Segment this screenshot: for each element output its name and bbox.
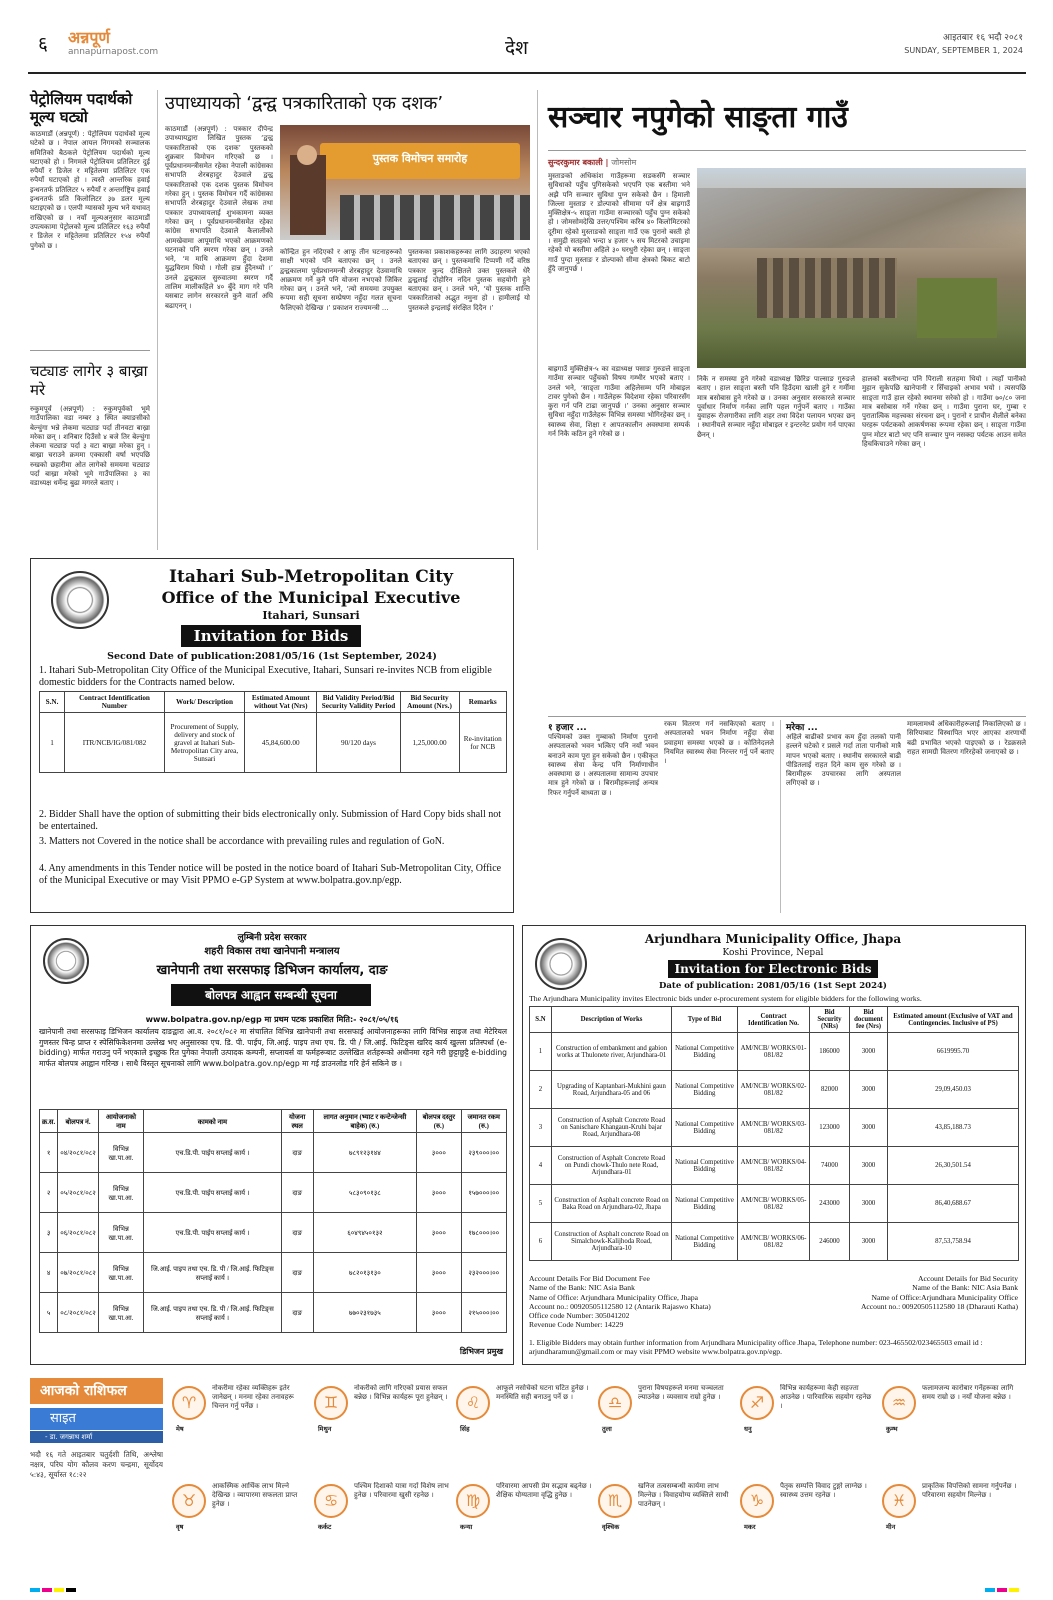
zodiac-8-icon: ♋	[314, 1484, 348, 1518]
dang-cell: ७८२०१३१३०	[313, 1253, 416, 1293]
th-security: Bid Security Amount (Nrs.)	[400, 692, 459, 713]
dang-cell: ३०००	[417, 1253, 461, 1293]
cell-remarks: Re-invitation for NCB	[459, 713, 507, 773]
table-row	[530, 1223, 1019, 1261]
book-launch-photo	[280, 125, 530, 240]
dang-cell: ३०००	[417, 1213, 461, 1253]
dang-th: बोलपत्र दस्तुर (रु.)	[417, 1110, 461, 1133]
arjun-cell: National Competitive Bidding	[672, 1071, 738, 1109]
zodiac-name: तुला	[602, 1425, 612, 1433]
th-sn: S.N.	[40, 692, 65, 713]
th-contract: Contract Identification Number	[65, 692, 165, 713]
sanchar-body3: निकै न समस्या हुने गरेको वडाध्यक्ष छिरिङ पाल्साङ गुरुङले बताए । हाल साङ्ता बस्ती पनि हिउँदमा खाली हुने र गर्मीमा मात्र बसोबास हुने गरेको छ । उनका अनुसार सरकारले सञ्चार पूर्वाधार निर्माण गर्नका लागि पहल गर्नुपर्ने बताए । गाउँका युवाहरू रोजगारीका लागि शहर तथा विदेश पलायन भएका छन् । स्थानीयले सञ्चार नहुँदा मोबाइल र इन्टरनेट प्रयोग गर्न पाएका छैनन् ।	[697, 375, 855, 439]
arjun-cell: 6619995.70	[888, 1033, 1019, 1071]
account-line: Office code Number: 305041202	[529, 1311, 630, 1321]
zodiac-4-icon: ♎	[598, 1386, 632, 1420]
arjun-cell: AM/NCB/ WORKS/06-081/82	[738, 1223, 810, 1261]
arjun-cell: National Competitive Bidding	[672, 1109, 738, 1147]
dang-cell: विभिन्न खा.पा.आ.	[98, 1173, 143, 1213]
dang-cell: १	[40, 1133, 58, 1173]
zodiac-text: नोकरीको लागि गरिएको प्रयास सफल बन्नेछ । विभिन्न कार्यहरू पूरा हुनेछन् ।	[354, 1384, 448, 1401]
arjun-cell: 26,30,501.54	[888, 1147, 1019, 1185]
dang-cell: ३०००	[417, 1133, 461, 1173]
dang-cell: ३	[40, 1213, 58, 1253]
dang-cell: एच.डि.पी. पाईप सप्लाई कार्य ।	[144, 1173, 282, 1213]
arjun-cell: 3000	[850, 1109, 888, 1147]
itahari-table	[39, 691, 507, 773]
arjun-cell: 243000	[810, 1185, 850, 1223]
arjun-sub: Koshi Province, Nepal	[722, 948, 824, 958]
zodiac-3-icon: ♌	[456, 1386, 490, 1420]
arjun-cell: AM/NCB/ WORKS/04-081/82	[738, 1147, 810, 1185]
zodiac-12-icon: ♓	[882, 1484, 916, 1518]
arjun-cell: AM/NCB/ WORKS/01-081/82	[738, 1033, 810, 1071]
itahari-para2: 2. Bidder Shall have the option of submitting their bids electronically only. Submission of Hard Copy bids shall not be entertained.	[39, 809, 502, 832]
account-line: Name of the Bank: NIC Asia Bank	[529, 1283, 635, 1293]
dang-cell: ०७/२०८१/०८२	[58, 1253, 99, 1293]
color-mark	[985, 1588, 995, 1592]
dateline: जोमसोम	[611, 158, 637, 167]
arjun-cell: 1	[530, 1033, 552, 1071]
dang-cell: जि.आई. पाइप तथा एच. डि. पी / जि.आई. फिटिङ्स सप्लाई कार्य ।	[144, 1293, 282, 1333]
astrologer: - डा. जगन्नाथ शर्मा	[30, 1431, 163, 1443]
dang-cell: ०६/२०८१/०८२	[58, 1213, 99, 1253]
arjun-note: 1. Eligible Bidders may obtain further information from Arjundhara Municipality office Jhapa, Telephone number: 023-465502/023465503 email id : arjundharamun@gmail.com or may visit PPMO website www.bolpatra.gov.np/egp.	[529, 1338, 983, 1357]
zodiac-text: आकस्मिक आर्थिक लाभ मिल्ने देखिन्छ । व्यापारमा सफलता प्राप्त हुनेछ ।	[212, 1482, 298, 1508]
dang-cell: ५	[40, 1293, 58, 1333]
table-row	[40, 1213, 507, 1253]
saita-info: भदौ १६ गते आइतबार चतुर्दशी तिथि, अश्लेषा नक्षत्र, परिघ योग कौलव करण चन्द्रमा, सूर्योदय ५:४३, सूर्यास्त १८:२२	[30, 1450, 163, 1479]
itahari-seal	[51, 571, 109, 629]
color-mark	[54, 1588, 64, 1592]
zodiac-name: सिंह	[460, 1425, 470, 1433]
dang-th: लागत अनुमान (भ्याट र कन्टेन्जेन्सी बाहेक) (रु.)	[313, 1110, 416, 1133]
dang-signature: डिभिजन प्रमुख	[459, 1347, 503, 1356]
divider	[30, 350, 150, 351]
dang-cell: ३०००	[417, 1173, 461, 1213]
brand-logo: अन्नपूर्ण	[68, 28, 111, 47]
zodiac-text: नोकरीमा रहेका व्यक्तिहरू इतेर जानेछन् । मनमा रहेका तनावहरू चिन्तन गर्नु पर्नेछ ।	[212, 1384, 294, 1410]
hajar-body: पश्चिमको उक्त गुम्बाको निर्माण पुरानो अस्पतालको भवन भत्किए पनि नयाँ भवन बनाउने काम पूरा हुन सकेको छैन । एकीकृत स्वास्थ्य सेवा केन्द्र पनि निर्माणाधीन अवस्थामा छ । अस्पतालमा सामान्य उपचार मात्र हुने गरेको छ । बिरामीहरूलाई अन्यत्र रिफर गर्नुपर्ने बाध्यता छ ।	[548, 733, 658, 797]
dang-cell: दाङ	[281, 1173, 313, 1213]
dang-pub: www.bolpatra.gov.np/egp मा प्रथम पटक प्रकाशित मिति:- २०८१/०५/१६	[145, 1015, 399, 1024]
arjun-cell: 186000	[810, 1033, 850, 1071]
arjun-th: Bid document fee (Nrs)	[850, 1007, 888, 1033]
header-rule	[28, 72, 1026, 74]
arjun-table	[529, 1006, 1019, 1261]
petrol-body: काठमाडौं (अन्नपूर्ण) : पेट्रोलियम पदार्थको मूल्य घटेको छ । नेपाल आयल निगमको सञ्चालक समितिको बैठकले पेट्रोलियम पदार्थको मूल्य घटाएको हो । निगमले पेट्रोलियम प्रतिलिटर दुई रुपैयाँ र डिजेल र मट्टितेलमा प्रतिलिटर एक रुपैयाँ घटाएको हो । त्यस्तै आन्तरिक हवाई इन्धनतर्फ प्रतिलिटर ५ रुपैयाँ र अन्तर्राष्ट्रिय हवाई इन्धनतर्फ प्रति किलोलिटर ३७ डलर मूल्य घटाइएको छ । एलपी ग्यासको मूल्य भने यथावत् राखिएको छ । नयाँ मूल्यअनुसार काठमाडौं उपत्यकामा पेट्रोलको मूल्य प्रतिलिटर १६३ रुपैयाँ र डिजेल र मट्टितेलमा प्रतिलिटर १५४ रुपैयाँ पुगेको छ ।	[30, 130, 150, 250]
dang-cell: ०५/२०८१/०८२	[58, 1173, 99, 1213]
dang-cell: ५८३०९०१३८	[313, 1173, 416, 1213]
arjun-cell: 5	[530, 1185, 552, 1223]
zodiac-5-icon: ♐	[740, 1386, 774, 1420]
table-row	[530, 1033, 1019, 1071]
dang-th: बोलपत्र नं.	[58, 1110, 99, 1133]
upadhyay-headline: उपाध्यायको ‘द्वन्द्व पत्रकारिताको एक दशक’	[165, 93, 444, 114]
photo-banner-text: पुस्तक विमोचन समारोह	[372, 152, 468, 165]
arjun-cell: Upgrading of Kaptanbari-Mukhini gaun Road, Arjundhara-05 and 06	[552, 1071, 672, 1109]
rashifal-title: आजको राशिफल	[30, 1378, 163, 1404]
arjun-account-left	[529, 1274, 779, 1330]
date-english: SUNDAY, SEPTEMBER 1, 2024	[904, 46, 1023, 55]
upadhyay-col3: पुस्तकका प्रकाशकहरूका लागि उदाहरण भएको बताएका छन् । पुस्तकमाथि टिप्पणी गर्दै वरिष्ठ पत्रकार कुन्द दीक्षितले उक्त पुस्तकले धेरै द्वन्द्वलाई दोहोरिन नदिन पुस्तक सहयोगी हुने बताएका छन् । उनले भने, ‘यो पुस्तक शान्ति पत्रकारिताको अद्भुत नमुना हो । हामीलाई यो पुस्तकले इन्द्रलाई संरक्षित दिदैन ।’	[408, 248, 530, 312]
th-remarks: Remarks	[459, 692, 507, 713]
cell-work: Procurement of Supply, delivery and stock of gravel at Itahari Sub-Metropolitan City area, Sunsari	[165, 713, 245, 773]
dang-cell: २३२०००।००	[461, 1253, 506, 1293]
zodiac-text: खनिज तत्वसम्बन्धी कार्यमा लाभ मिल्नेछ । विवाहयोग्य व्यक्तिले साथी पाउनेछन् ।	[638, 1482, 729, 1508]
dang-banner: बोलपत्र आह्वान सम्बन्धी सूचना	[171, 984, 371, 1006]
rashifal-section	[30, 1378, 1026, 1576]
brand-site[interactable]: annapurnapost.com	[68, 47, 159, 57]
divider	[548, 150, 1026, 151]
dang-th: कामको नाम	[144, 1110, 282, 1133]
cell-security: 1,25,000.00	[400, 713, 459, 773]
th-validity: Bid Validity Period/Bid Security Validity Period	[317, 692, 400, 713]
dang-line1: लुम्बिनी प्रदेश सरकार	[237, 933, 307, 943]
arjun-th: Description of Works	[552, 1007, 672, 1033]
dang-cell: ०४/२०८१/०८२	[58, 1133, 99, 1173]
dang-cell: ३०००	[417, 1293, 461, 1333]
date-nepali: आइतबार १६ भदौ २०८१	[943, 33, 1023, 43]
arjun-cell: AM/NCB/ WORKS/05-081/82	[738, 1185, 810, 1223]
dang-line3: खानेपानी तथा सरसफाइ डिभिजन कार्यालय, दाङ	[156, 963, 388, 978]
zodiac-text: विभिन्न कार्यहरूमा केही सहज्ता आउनेछ । पारिवारिक सहयोग रहनेछ ।	[780, 1384, 872, 1410]
zodiac-name: धनु	[744, 1425, 752, 1433]
dang-cell: ०८/२०८१/०८२	[58, 1293, 99, 1333]
sanchar-body4: हालको बस्तीभन्दा पनि पिराली सतहमा थियो । त्यहाँ पानीको मुहान सुकेपछि खानेपानी र सिँचाइको अभाव भयो । त्यसपछि साङ्ता गाउँ हाल रहेको स्थानमा सरेको हो । गाउँमा ७०/८० जना मात्र बसोबास गर्ने गरेका छन् । गाउँमा पुराना घर, गुम्बा र पुरातात्विक महत्त्वका संरचना छन् । पुरानो र प्राचीन शैलीले बनेका घरहरू पर्यटकको आकर्षणका रूपमा रहेका छन् । साङ्ता गाउँमा पुग्न मोटर बाटो भए पनि सञ्चार पुग्न नसक्दा पर्यटक आउन समेत हिचकिचाउने गरेका छन् ।	[862, 375, 1026, 449]
chatyang-headline: चट्याङ लागेर ३ बाख्रा मरे	[30, 362, 148, 399]
sanchar-body2: बाह्रगाउँ मुक्तिक्षेत्र-५ का वडाध्यक्ष पसाङ गुरुङले साङ्ता गाउँमा सञ्चार पहुँचको विषय गम्भीर भएको बताए । उनले भने, ‘साङ्ता गाउँमा अहिलेसम्म पनि मोबाइल टावर पुगेको छैन । गाउँलेहरू विदेशमा रहेका परिवारसँग कुरा गर्न पनि टाढा जानुपर्छ ।’ उनका अनुसार सञ्चार सुविधा नहुँदा गाउँलेहरू विभिन्न समस्या भोगिरहेका छन् । स्वास्थ्य सेवा, शिक्षा र आपतकालीन अवस्थामा सम्पर्क गर्न निकै कठिन हुने गरेको छ ।	[548, 365, 690, 439]
byline: सुन्दरकुमार बकाली | जोमसोम	[548, 158, 637, 167]
th-amount: Estimated Amount without Vat (Nrs)	[245, 692, 317, 713]
arjun-banner: Invitation for Electronic Bids	[668, 960, 878, 978]
col-divider	[537, 90, 538, 550]
color-mark	[30, 1588, 40, 1592]
arjun-cell: National Competitive Bidding	[672, 1185, 738, 1223]
arjun-cell: 3000	[850, 1071, 888, 1109]
arjun-cell: 87,53,758.94	[888, 1223, 1019, 1261]
zodiac-1-icon: ♈	[172, 1386, 206, 1420]
page-number: ६	[38, 33, 48, 55]
arjundhara-seal	[535, 938, 587, 990]
zodiac-name: मकर	[744, 1523, 756, 1531]
arjun-cell: 3000	[850, 1147, 888, 1185]
dang-cell: २१५०००।००	[461, 1293, 506, 1333]
arjun-title: Arjundhara Municipality Office, Jhapa	[644, 932, 902, 946]
arjun-th: Contract Identification No.	[738, 1007, 810, 1033]
table-row	[530, 1147, 1019, 1185]
zodiac-2-icon: ♊	[314, 1386, 348, 1420]
dang-cell: २	[40, 1173, 58, 1213]
dang-notice	[30, 925, 514, 1365]
arjun-th: Estimated amount (Exclusive of VAT and Contingencies. Inclusive of PS)	[888, 1007, 1019, 1033]
arjun-pub: Date of publication: 2081/05/16 (1st Sept 2024)	[659, 981, 887, 991]
sanchar-headline: सञ्चार नपुगेको साङ्ता गाउँ	[548, 100, 848, 135]
cell-sn: 1	[40, 713, 65, 773]
itahari-title1: Itahari Sub-Metropolitan City	[169, 567, 453, 587]
dang-cell: १५७०००।००	[461, 1173, 506, 1213]
zodiac-7-icon: ♉	[172, 1484, 206, 1518]
zodiac-text: प्राकृतिक विपत्तिको सामना गर्नुपर्नेछ । परिवारमा सहयोग मिल्नेछ ।	[922, 1482, 1017, 1499]
cell-amount: 45,84,600.00	[245, 713, 317, 773]
arjun-cell: 246000	[810, 1223, 850, 1261]
dang-th: योजना स्थल	[281, 1110, 313, 1133]
dang-cell: एच.डि.पी. पाईप सप्लाई कार्य ।	[144, 1213, 282, 1253]
arjun-cell: 29,09,450.03	[888, 1071, 1019, 1109]
arjun-cell: National Competitive Bidding	[672, 1223, 738, 1261]
arjun-cell: 74000	[810, 1147, 850, 1185]
merka-body2: मामलामध्ये अधिकारीहरूलाई निकालिएको छ । सिरियाबाट विस्थापित भएर आएका शरणार्थी बढी प्रभावित भएको पाइएको छ । रेडक्रसले राहत सामग्री वितरण गरिरहेको जनाएको छ ।	[907, 720, 1026, 756]
arjun-cell: 86,40,688.67	[888, 1185, 1019, 1223]
color-mark	[997, 1588, 1007, 1592]
dang-cell: दाङ	[281, 1133, 313, 1173]
itahari-banner: Invitation for Bids	[181, 625, 361, 647]
dang-cell: दाङ	[281, 1213, 313, 1253]
hajar-body2: रकम वितरण गर्न नसकिएको बताए । अस्पतालको भवन निर्माण नहुँदा सेवा प्रवाहमा समस्या भएको छ । कोतिनेदलले नियमित स्वास्थ्य सेवा निरन्तर गर्नु पर्ने बताए ।	[664, 720, 774, 766]
dang-table	[39, 1109, 507, 1333]
col-divider	[780, 720, 781, 913]
dang-cell: विभिन्न खा.पा.आ.	[98, 1253, 143, 1293]
dang-th: जमानत रकम (रु.)	[461, 1110, 506, 1133]
arjun-cell: 123000	[810, 1109, 850, 1147]
arjundhara-notice	[522, 925, 1026, 1365]
sangta-village-photo	[697, 168, 1026, 368]
account-line: Account no.: 00920505112580 12 (Antarik Rajaswo Khata)	[529, 1301, 711, 1311]
divider	[548, 716, 1026, 717]
arjun-cell: National Competitive Bidding	[672, 1033, 738, 1071]
zodiac-text: पैतृक सम्पत्ति विवाद टुङ्गो लाग्नेछ । स्वास्थ्य उत्तम रहनेछ ।	[780, 1482, 867, 1499]
arjun-cell: 3000	[850, 1223, 888, 1261]
arjun-cell: AM/NCB/ WORKS/02-081/82	[738, 1071, 810, 1109]
arjun-account-right	[803, 1274, 1018, 1311]
chatyang-body: रुकुमपूर्व (अन्नपूर्ण) : रुकुमपूर्वको भूमे गाउँपालिका वडा नम्बर ३ स्थित क्याङसीको बेल्चुंगा भन्ने लेकमा चट्याङ पर्दा तीनवटा बाख्रा मरेका छन् । शनिबार दिउँसो ४ बजे तिर बेल्चुंगा लेकमा चट्याङ पर्दा ३ वटा बाख्रा मरेका हुन् । बाख्रा चराउने क्रममा एक्कासी वर्षा भएपछि रुखको छहारीमा ओत लागेको समयमा चट्याङ पर्दा बाख्रा मरेको भूमे गाउँपालिका ३ का वडाध्यक्ष धर्मेन्द्र बुढा मगरले बताए ।	[30, 405, 150, 488]
color-mark	[1009, 1588, 1019, 1592]
arjun-cell: 82000	[810, 1071, 850, 1109]
zodiac-10-icon: ♏	[598, 1484, 632, 1518]
arjun-cell: 43,85,188.73	[888, 1109, 1019, 1147]
zodiac-name: कुम्भ	[886, 1425, 898, 1433]
upadhyay-col1: काठमाडौं (अन्नपूर्ण) : पत्रकार दीपेन्द्र उपाध्यायद्वारा लिखित पुस्तक ‘द्वन्द्व पत्रकारिताको एक दशक’ पुस्तकको शुक्रबार विमोचन गरिएको छ । पूर्वप्रधानमन्त्रीसमेत रहेका नेपाली कांग्रेसका सभापति शेरबहादुर देउवाले द्वन्द्व पत्रकारिताको एक दशक पुस्तक विमोचन गरेका हुन् । पुस्तक विमोचन गर्दै कांग्रेसका सभापति शेरबहादुर देउवाले लेखक तथा पत्रकार उपाध्यायलाई शुभकामना व्यक्त गरेका छन् । पूर्वप्रधानमन्त्रीसमेत रहेका कांग्रेस सभापति देउवाले कैलालीको आमखेवामा आपूमाथि भएको आक्रमणको घटनाको पनि स्मरण गरेका छन् । उनले भने, ‘म माथि आक्रमण हुँदा देशमा युद्धविराम थियो । गोली हान्न हुँदैनथ्यो ।’ उनले द्वन्द्वकाल सुरुवातमा स्मरण गर्दै तालिम मालीकहिले ४० बुँदे माग गरे पनि यसबाट लागेन सरकारले कुनै वार्ता अघि बढाएनन् ।	[165, 125, 273, 310]
table-row	[530, 1109, 1019, 1147]
saita-title: साइत	[30, 1408, 163, 1430]
account-line: Name of the Bank: NIC Asia Bank	[912, 1283, 1018, 1293]
dang-cell: ६०४९४५०१३२	[313, 1213, 416, 1253]
zodiac-name: वृष	[176, 1523, 184, 1531]
col-divider	[157, 90, 158, 550]
zodiac-name: मेष	[176, 1425, 184, 1433]
arjun-th: S.N	[530, 1007, 552, 1033]
hajar-head: १ हजार ...	[548, 723, 587, 733]
merka-body: अहिले बाढीको प्रभाव कम हुँदा तलको पानी हल्लने घटेको र प्रसले गर्दा ताता पानीको मात्रै मापन भएको बताए । स्थानीय सरकारले बाढी पीडितलाई राहत दिने काम सुरु गरेको छ । बिरामीहरू उपचारका लागि अस्पताल लगिएको छ ।	[786, 733, 901, 788]
zodiac-9-icon: ♍	[456, 1484, 490, 1518]
table-row	[530, 1185, 1019, 1223]
arjun-cell: 3	[530, 1109, 552, 1147]
arjun-cell: National Competitive Bidding	[672, 1147, 738, 1185]
section-title: देश	[505, 37, 529, 59]
table-row	[40, 1293, 507, 1333]
color-mark	[42, 1588, 52, 1592]
arjun-cell: Construction of Asphalt concrete Road on Baka Road on Arjundhara-02, Jhapa	[552, 1185, 672, 1223]
dang-cell: दाङ	[281, 1293, 313, 1333]
itahari-notice	[30, 558, 514, 913]
dang-cell: ७८९१२३१४४	[313, 1133, 416, 1173]
itahari-para3: 3. Matters not Covered in the notice shall be accordance with prevailing rules and regulation of GoN.	[39, 836, 445, 847]
dang-cell: विभिन्न खा.पा.आ.	[98, 1133, 143, 1173]
arjun-th: Bid Security (NRs)	[810, 1007, 850, 1033]
arjun-cell: Construction of Asphalt Concrete Road on Pundi chowk-Thulo nete Road, Arjundhara-01	[552, 1147, 672, 1185]
arjun-cell: 4	[530, 1147, 552, 1185]
zodiac-text: पुराना विषयहरूले मनमा चञ्चलता ल्याउनेछ । व्यवसाय राम्रो हुनेछ ।	[638, 1384, 724, 1401]
merka-head: मरेका ...	[786, 723, 818, 733]
sanchar-body1: मुस्ताङको अधिकांश गाउँहरूमा सडकसँगै सञ्चार सुविधाको पहुँच पुगिसकेको भएपनि एक बस्तीमा भने अझै पनि सञ्चार सुविधा पुग्न सकेको छैन । हिमाली जिल्ला मुस्ताङ र डोल्पाको सीमामा पर्ने क्षेत्र बाह्रगाउँ मुक्तिक्षेत्र-५ साङ्ता गाउँमा सञ्चारको पहुँच पुग्न सकेको हो । जोमसोमदेखि उत्तर/पश्चिम करिब ४० किलोमिटरको दूरीमा रहेको मुस्ताङको साङ्ता गाउँ एक पुरानो बस्ती हो । समुद्री सतहको भन्दा ४ हजार ५ सय मिटरको उचाइमा रहेको यो बस्तीमा अहिले ३० घरधुरी रहेका छन् । साङ्ता गाउँ पुग्दा मुस्ताङ र डोल्पाको सीमा क्षेत्रको बिकट बाटो हुँदै जानुपर्छ ।	[548, 172, 690, 273]
color-mark	[66, 1588, 76, 1592]
zodiac-text: फलामजन्य कारोबार गर्नेहरूका लागि समय राम्रो छ । नयाँ योजना बन्नेछ ।	[922, 1384, 1014, 1401]
itahari-para1: 1. Itahari Sub-Metropolitan City Office of the Municipal Executive, Itahari, Sunsari re-invites NCB from eligible domestic bidders for the Contracts named below.	[39, 665, 492, 688]
petrol-headline: पेट्रोलियम पदार्थको मूल्य घट्यो	[30, 90, 133, 126]
dang-th: क्र.स.	[40, 1110, 58, 1133]
dang-cell: १७८०००।००	[461, 1213, 506, 1253]
upadhyay-col2: कोन्द्रित हुन नदिएको र आफू तीन घटनाहरूको साक्षी भएको पनि बताएका छन् । उनले द्वन्द्वकालमा पूर्वप्रधानमन्त्री शेरबहादुर देउवामाथि आक्रमण गर्ने कुनै पनि योजना नभएको जिकिर गरेका छन् । उनले भने, ‘त्यो समयमा उपयुक्त रूपमा सही सूचना सम्प्रेषण नहुँदा गलत सूचना फैलिएको देखिन्छ ।’ प्रकाशन राज्यमन्त्री ...	[280, 248, 402, 312]
zodiac-11-icon: ♑	[740, 1484, 774, 1518]
arjun-cell: 3000	[850, 1185, 888, 1223]
arjun-cell: 3000	[850, 1033, 888, 1071]
itahari-title2: Office of the Municipal Executive	[161, 588, 461, 607]
arjun-cell: Construction of Asphalt Concrete Road on Sanischare Khangaun-Kruhi bajar Road, Arjundhara-08	[552, 1109, 672, 1147]
arjun-cell: Construction of embankment and gabion works at Thulonete river, Arjundhara-01	[552, 1033, 672, 1071]
account-line: Name of Office: Arjundhara Municipality Office, Jhapa	[529, 1292, 699, 1302]
cell-validity: 90/120 days	[317, 713, 400, 773]
dang-cell: २३९०००।००	[461, 1133, 506, 1173]
account-line: Account Details for Bid Security	[918, 1274, 1018, 1283]
dang-cell: दाङ	[281, 1253, 313, 1293]
dang-cell: विभिन्न खा.पा.आ.	[98, 1213, 143, 1253]
dang-th: आयोजनाको नाम	[98, 1110, 143, 1133]
dang-cell: एच.डि.पी. पाईप सप्लाई कार्य ।	[144, 1133, 282, 1173]
dang-line2: शहरी विकास तथा खानेपानी मन्त्रालय	[204, 946, 340, 957]
zodiac-name: मीन	[886, 1523, 896, 1531]
itahari-title3: Itahari, Sunsari	[262, 609, 360, 622]
zodiac-name: वृश्चिक	[602, 1523, 620, 1531]
table-row	[40, 1173, 507, 1213]
arjun-intro: The Arjundhara Municipality invites Electronic bids under e-procurement system for eligible bidders for the following works.	[529, 994, 922, 1003]
dang-cell: ४	[40, 1253, 58, 1293]
arjun-cell: AM/NCB/ WORKS/03-081/82	[738, 1109, 810, 1147]
dang-para: खानेपानी तथा सरसफाइ डिभिजन कार्यालय दाङद्वारा आ.व. २०८१/०८२ मा संचालित विभिन्न खानेपानी तथा सरसफाई आयोजनाहरूका लागि विभिन्न साइज तथा मेटेरियल गुणस्तर चिन्ह प्राप्त र स्पेसिफिकेशनमा उल्लेख भए अनुसारका एच. डि. पी. पाईप, जि.आई. पाइप तथा एच. डि. पी / जि.आई. फिटिङ्स खरिद कार्य खुल्ला प्रतिस्पर्धा (e-bidding) मार्फत गराउनु पर्ने भएकाले इच्छुक रित पुगेका नेपाली उत्पादक कम्पनी, सप्लायर्स वा फर्महरूबाट उल्लेखित शर्तहरूको अधीनमा रहने गरी छुट्टाछुट्टै e-bidding मार्फत बोलपत्र आह्वान गरिन्छ । साथै विस्तृत सूचनाको लागि www.bolpatra.gov.np/egp मा गई डाउनलोड गरि हेर्न सकिने छ ।	[39, 1027, 507, 1068]
arjun-th: Type of Bid	[672, 1007, 738, 1033]
th-work: Work/ Description	[165, 692, 245, 713]
zodiac-name: कर्कट	[318, 1523, 332, 1531]
zodiac-text: पश्चिम दिशाको यात्रा गर्दा विशेष लाभ हुनेछ । परिवारमा खुसी रहनेछ ।	[354, 1482, 449, 1499]
itahari-para4: 4. Any amendments in this Tender notice will be posted in the notice board of Itahari Sub-Metropolitan City, Office of the Municipal Executive or may Visit PPMO e-GP System at www.bolpatra.gov.np/egp.	[39, 863, 502, 886]
dang-cell: जि.आई. पाइप तथा एच. डि. पी / जि.आई. फिटिङ्स सप्लाई कार्य ।	[144, 1253, 282, 1293]
dang-cell: विभिन्न खा.पा.आ.	[98, 1293, 143, 1333]
zodiac-name: मिथुन	[318, 1425, 332, 1433]
table-row	[40, 1253, 507, 1293]
dang-cell: ७७०२३१७३५	[313, 1293, 416, 1333]
zodiac-text: आफूले नसोचेको घटना घटित हुनेछ । मनस्थिति सही बनाउनु पर्ने छ ।	[496, 1384, 589, 1401]
table-row	[40, 1133, 507, 1173]
cell-contract: ITR/NCB/IG/081/082	[65, 713, 165, 773]
table-row	[530, 1071, 1019, 1109]
arjun-cell: 2	[530, 1071, 552, 1109]
itahari-second-pub: Second Date of publication:2081/05/16 (1st September, 2024)	[107, 651, 437, 662]
account-line: Account Details For Bid Document Fee	[529, 1274, 650, 1283]
arjun-cell: Construction of Asphalt concrete Road on Simalchowk-Kalijhoda Road, Arjundhara-10	[552, 1223, 672, 1261]
zodiac-text: परिवारमा आपसी प्रेम सद्भाव बढ्नेछ । शैक्षिक योग्यतामा वृद्धि हुनेछ ।	[496, 1482, 592, 1499]
arjun-cell: 6	[530, 1223, 552, 1261]
account-line: Name of Office:Arjundhara Municipality Office	[871, 1292, 1018, 1302]
zodiac-6-icon: ♒	[882, 1386, 916, 1420]
zodiac-name: कन्या	[460, 1523, 473, 1531]
account-line: Revenue Code Number: 14229	[529, 1320, 624, 1330]
account-line: Account no.: 00920505112580 18 (Dharauti Katha)	[860, 1301, 1018, 1311]
